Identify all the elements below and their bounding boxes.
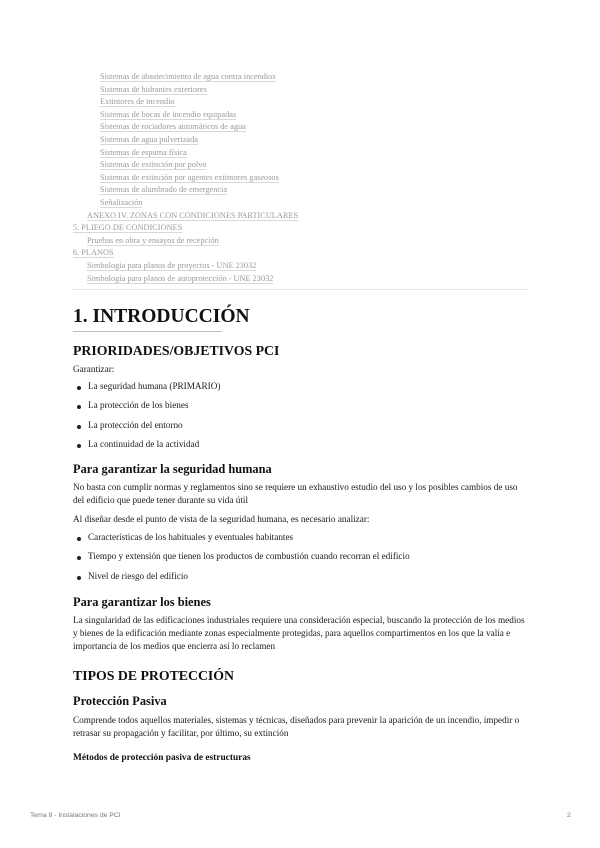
toc-entry-label: Sistemas de hidrantes exteriores bbox=[100, 84, 207, 94]
paragraph-seguridad-1: No basta con cumplir normas y reglamentos sino se requiere un exhaustivo estudio del uso y los posibles cambios de uso del edificio que puede tener durante su vida útil bbox=[73, 482, 518, 506]
list-seguridad bbox=[73, 532, 528, 590]
toc-divider bbox=[73, 289, 528, 290]
toc-entry[interactable] bbox=[73, 121, 528, 134]
toc-entry-label: Sistemas de abastecimiento de agua contra incendios bbox=[100, 72, 276, 81]
section-title-underline bbox=[73, 331, 222, 332]
list-prioridades bbox=[73, 381, 528, 458]
toc-entry[interactable] bbox=[73, 210, 528, 223]
toc-entry[interactable] bbox=[73, 159, 528, 172]
toc-entry-label: 5. PLIEGO DE CONDICIONES bbox=[73, 223, 183, 233]
toc-entry[interactable] bbox=[73, 235, 528, 248]
heading-metodos-pasiva: Métodos de protección pasiva de estructuras bbox=[73, 753, 251, 763]
table-of-contents bbox=[73, 71, 528, 285]
toc-entry[interactable] bbox=[73, 84, 528, 97]
toc-entry-label: Pruebas en obra y ensayos de recepción bbox=[87, 235, 219, 245]
toc-entry-label: Sistemas de espuma física bbox=[100, 147, 187, 157]
heading-bienes: Para garantizar los bienes bbox=[73, 595, 211, 609]
toc-entry-label: ANEXO IV. ZONAS CON CONDICIONES PARTICULARES bbox=[87, 210, 299, 220]
toc-entry-label: Sistemas de rociadores automáticos de agua bbox=[100, 122, 246, 132]
toc-entry-label: Sistemas de extinción por agentes extintores gaseosos bbox=[100, 172, 279, 182]
toc-entry[interactable] bbox=[73, 273, 528, 286]
toc-entry[interactable] bbox=[73, 71, 528, 84]
toc-entry[interactable] bbox=[73, 147, 528, 160]
list-item: La protección del entorno bbox=[73, 420, 528, 439]
toc-entry[interactable] bbox=[73, 222, 528, 235]
list-item: La continuidad de la actividad bbox=[73, 439, 528, 458]
toc-entry-label: 6. PLANOS bbox=[73, 248, 114, 258]
toc-entry[interactable] bbox=[73, 109, 528, 122]
toc-entry[interactable] bbox=[73, 184, 528, 197]
heading-tipos-proteccion: TIPOS DE PROTECCIÓN bbox=[73, 668, 234, 683]
toc-entry-label: Sistemas de extinción por polvo bbox=[100, 160, 207, 170]
toc-entry[interactable] bbox=[73, 197, 528, 210]
toc-entry[interactable] bbox=[73, 96, 528, 109]
list-item: La seguridad humana (PRIMARIO) bbox=[73, 381, 528, 400]
list-item: Nivel de riesgo del edificio bbox=[73, 571, 528, 590]
toc-entry-label: Simbología para planos de autoprotección - UNE 23032 bbox=[87, 273, 274, 283]
heading-seguridad-humana: Para garantizar la seguridad humana bbox=[73, 462, 272, 476]
section-title-introduccion: 1. INTRODUCCIÓN bbox=[73, 306, 250, 327]
toc-entry-label: Sistemas de bocas de incendio equipadas bbox=[100, 109, 237, 119]
toc-entry-label: Sistemas de alumbrado de emergencia bbox=[100, 185, 228, 195]
heading-prioridades: PRIORIDADES/OBJETIVOS PCI bbox=[73, 343, 280, 358]
list-item: La protección de los bienes bbox=[73, 400, 528, 419]
paragraph-seguridad-2: Al diseñar desde el punto de vista de la seguridad humana, es necesario analizar: bbox=[73, 514, 370, 524]
toc-entry[interactable] bbox=[73, 134, 528, 147]
heading-proteccion-pasiva: Protección Pasiva bbox=[73, 694, 167, 708]
paragraph-bienes: La singularidad de las edificaciones industriales requiere una consideración especial, buscando la protección de los medios y bienes de la edificación mediante zonas especialmente protegidas, para aquellos compartimentos en los que la valía e importancia de los medios que encierra así lo reclamen bbox=[73, 615, 525, 652]
list-item: Tiempo y extensión que tienen los productos de combustión cuando recorran el edificio bbox=[73, 551, 528, 570]
list-item: Características de los habituales y eventuales habitantes bbox=[73, 532, 528, 551]
toc-entry[interactable] bbox=[73, 260, 528, 273]
toc-entry-label: Simbología para planos de proyectos - UNE 23032 bbox=[87, 260, 257, 270]
toc-entry[interactable] bbox=[73, 247, 528, 260]
toc-entry-label: Señalización bbox=[100, 197, 143, 207]
footer-document-title: Tema 9 - Instalaciones de PCI bbox=[30, 812, 121, 819]
toc-entry-label: Extintores de incendio bbox=[100, 97, 175, 107]
paragraph-garantizar: Garantizar: bbox=[73, 364, 115, 374]
paragraph-proteccion-pasiva: Comprende todos aquellos materiales, sistemas y técnicas, diseñados para prevenir la aparición de un incendio, impedir o retrasar su propagación y facilitar, por último, su extinción bbox=[73, 715, 520, 739]
toc-entry-label: Sistemas de agua pulverizada bbox=[100, 134, 198, 144]
toc-entry[interactable] bbox=[73, 172, 528, 185]
footer-page-number: 2 bbox=[567, 812, 571, 819]
